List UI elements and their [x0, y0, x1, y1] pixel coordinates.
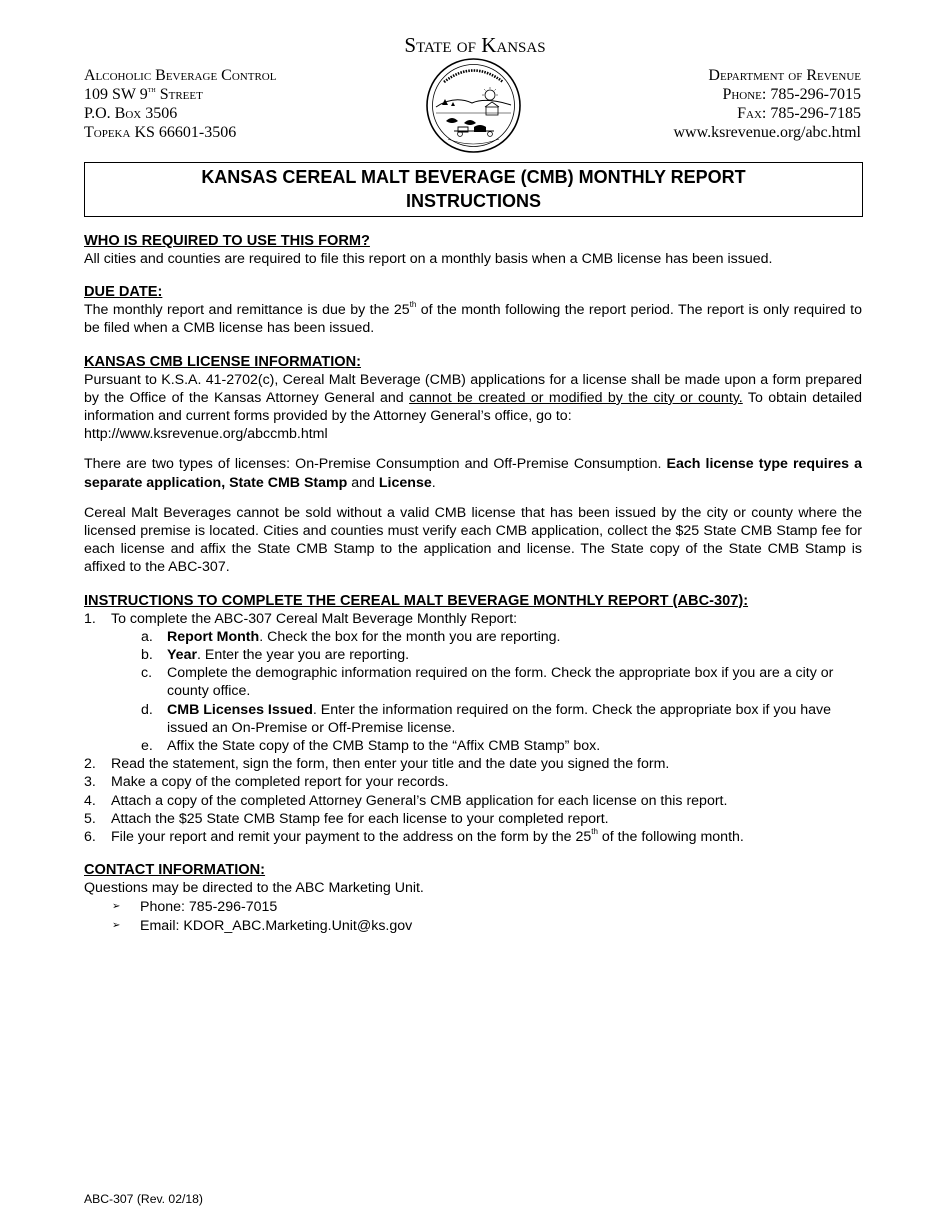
- arrow-bullet-icon: ➢: [112, 901, 121, 913]
- section-heading: CONTACT INFORMATION:: [84, 862, 266, 879]
- section-contact: [84, 861, 862, 935]
- po-box: P.O. Box 3506: [84, 105, 178, 122]
- list-item: b. Year. Enter the year you are reporting.: [141, 647, 410, 664]
- street-line: 109 SW 9th Street: [84, 84, 203, 103]
- document-title-box: [84, 162, 863, 217]
- list-item: c. Complete the demographic information required on the form. Check the appropriate box if you are a city or county office.: [141, 665, 834, 700]
- license-url[interactable]: http://www.ksrevenue.org/abccmb.html: [84, 426, 328, 443]
- list-item: e. Affix the State copy of the CMB Stamp to the “Affix CMB Stamp” box.: [141, 738, 601, 755]
- list-item: [84, 898, 862, 916]
- list-item: 3. Make a copy of the completed report for your records.: [84, 774, 449, 791]
- section-license-info: [84, 353, 862, 577]
- section-heading: INSTRUCTIONS TO COMPLETE THE CEREAL MALT BEVERAGE MONTHLY REPORT (ABC-307):: [84, 592, 749, 609]
- license-paragraph-1: Pursuant to K.S.A. 41-2702(c), Cereal Malt Beverage (CMB) applications for a license shall be made upon a form prepared by the Office of the Kansas Attorney General and cannot be created or modified by the city or county. To obtain detailed information and current forms provided by the Attorney General’s office, go to:: [84, 371, 862, 425]
- section-due-date: [84, 283, 862, 337]
- department-name: Department of Revenue: [708, 67, 861, 84]
- section-heading: WHO IS REQUIRED TO USE THIS FORM?: [84, 233, 370, 249]
- section-instructions: [84, 592, 862, 847]
- department-contact: [673, 66, 861, 142]
- section-text: All cities and counties are required to file this report on a monthly basis when a CMB license has been issued.: [84, 251, 773, 267]
- list-item: 2. Read the statement, sign the form, then enter your title and the date you signed the form.: [84, 756, 670, 773]
- document-title-line-2: INSTRUCTIONS: [406, 191, 541, 211]
- sub-steps: [111, 628, 862, 755]
- license-paragraph-2: There are two types of licenses: On-Premise Consumption and Off-Premise Consumption. Each license type requires a separate application, State CMB Stamp and License.: [84, 456, 862, 491]
- list-item: [84, 917, 862, 935]
- section-heading: DUE DATE:: [84, 284, 163, 301]
- instruction-steps: [84, 610, 862, 847]
- department-website: www.ksrevenue.org/abc.html: [673, 124, 861, 141]
- section-who-required: [84, 232, 862, 268]
- license-paragraph-3: Cereal Malt Beverages cannot be sold without a valid CMB license that has been issued by the city or county where the licensed premise is located. Cities and counties must verify each CMB application, collect the $25 State CMB Stamp fee for each license and affix the State CMB Stamp to the application and license. The State copy of the State CMB Stamp is affixed to the ABC-307.: [84, 504, 862, 576]
- arrow-bullet-icon: ➢: [112, 919, 121, 931]
- form-revision-footer: ABC-307 (Rev. 02/18): [84, 1192, 203, 1206]
- document-title-line-1: KANSAS CEREAL MALT BEVERAGE (CMB) MONTHLY REPORT: [201, 167, 746, 187]
- section-heading: KANSAS CMB LICENSE INFORMATION:: [84, 353, 362, 370]
- agency-address: [84, 66, 276, 142]
- contact-email[interactable]: Email: KDOR_ABC.Marketing.Unit@ks.gov: [140, 917, 413, 934]
- list-item: 4. Attach a copy of the completed Attorney General’s CMB application for each license on this report.: [84, 792, 728, 809]
- section-text: The monthly report and remittance is due by the 25th of the month following the report period. The report is only required to be filed when a CMB license has been issued.: [84, 300, 862, 337]
- contact-list: [84, 898, 862, 934]
- list-item: 6. File your report and remit your payment to the address on the form by the 25th of the following month.: [84, 827, 744, 846]
- list-item: 1. To complete the ABC-307 Cereal Malt Beverage Monthly Report: a. Report Month. Check the box for the month you are reporting. b. Year. Enter the year you are reporting. c. Complete the demographic information required on the form. Check the appropriate box if you are a city or county office. d. CMB Licenses Issued. Enter the information required on the form. Check the appropriate box if you have issued an On-Premise or Off-Premise license. e. Affix the State copy of the CMB Stamp to the “Affix CMB Stamp” box.: [84, 610, 862, 756]
- state-title: State of Kansas: [404, 33, 546, 57]
- contact-phone: Phone: 785-296-7015: [140, 899, 278, 916]
- instructions-body: [84, 232, 862, 950]
- department-fax: Fax: 785-296-7185: [737, 105, 861, 122]
- department-phone: Phone: 785-296-7015: [722, 86, 861, 103]
- kansas-state-seal: [424, 57, 523, 154]
- list-item: d. CMB Licenses Issued. Enter the information required on the form. Check the appropriate box if you have issued an On-Premise or Off-Premise license.: [141, 701, 832, 736]
- list-item: 5. Attach the $25 State CMB Stamp fee for each license to your completed report.: [84, 810, 609, 827]
- city-line: Topeka KS 66601-3506: [84, 124, 237, 141]
- section-text: Questions may be directed to the ABC Marketing Unit.: [84, 880, 424, 897]
- agency-name: Alcoholic Beverage Control: [84, 67, 277, 84]
- list-item: a. Report Month. Check the box for the month you are reporting.: [141, 628, 561, 645]
